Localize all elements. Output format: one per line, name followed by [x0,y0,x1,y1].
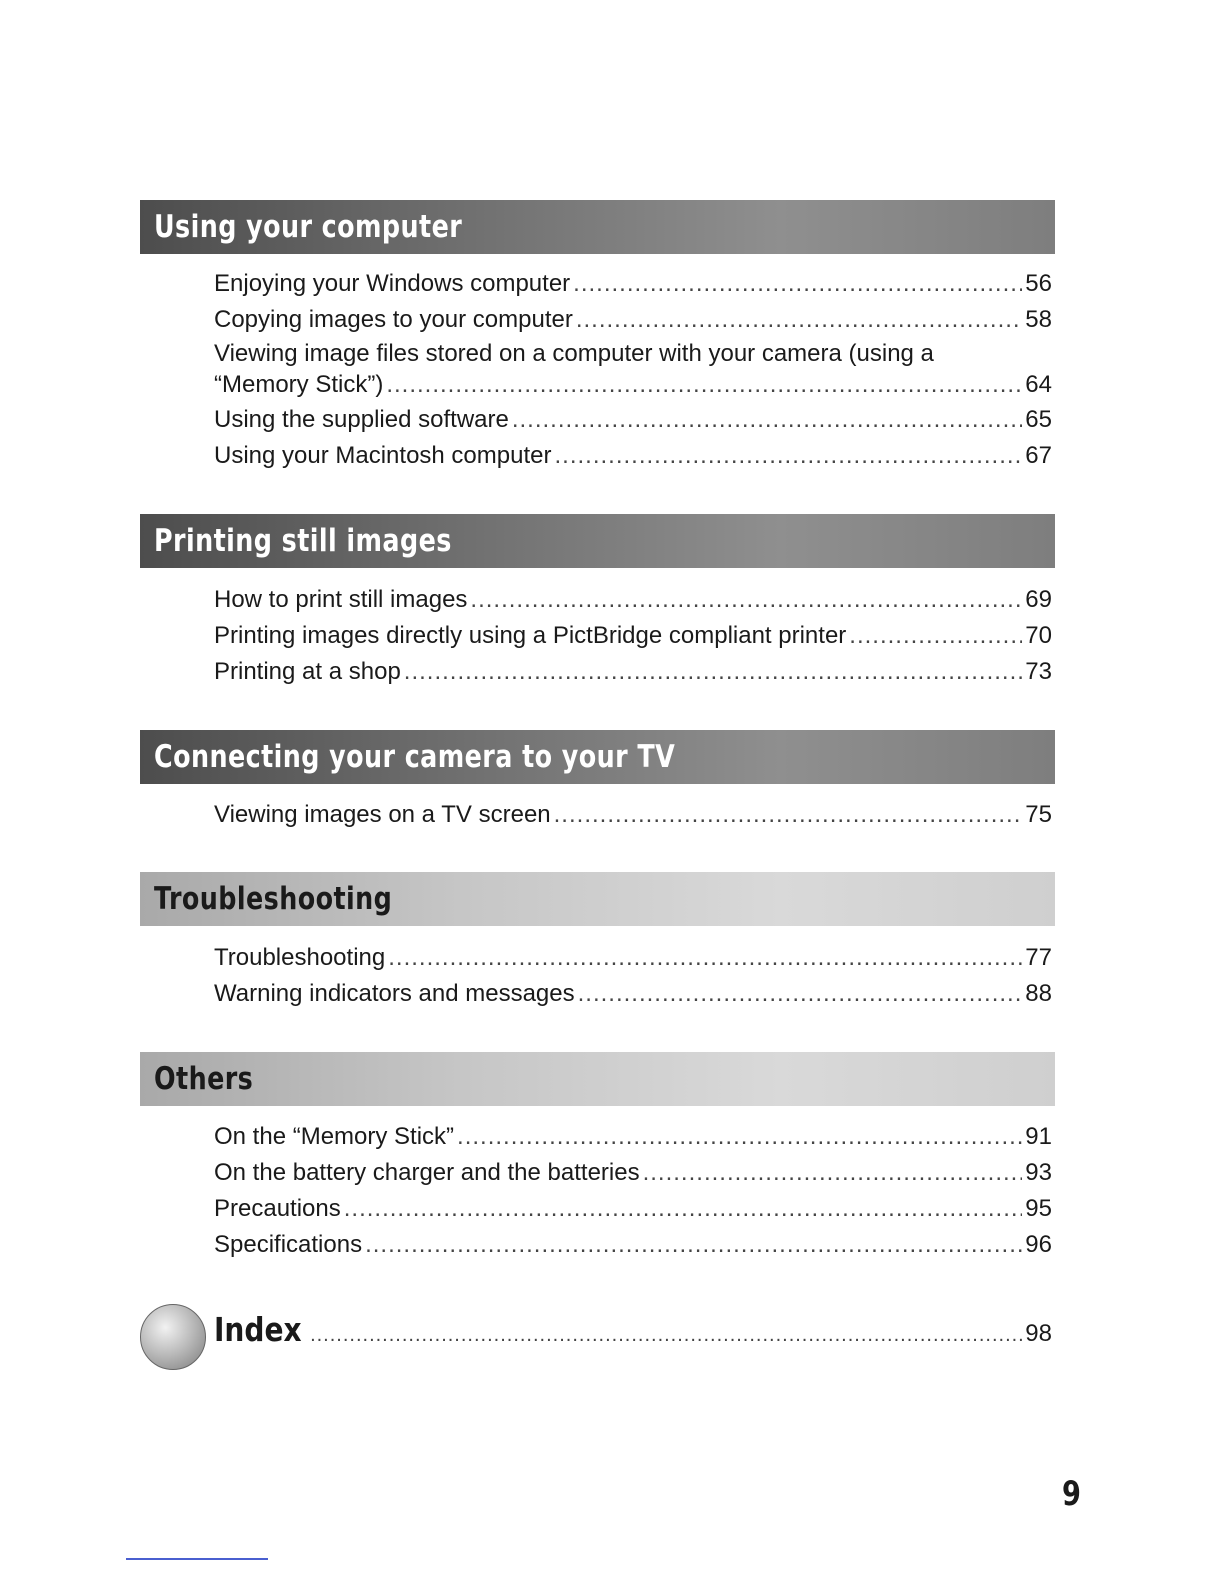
index-page: 98 [1025,1320,1052,1347]
toc-entry[interactable] [214,1227,1052,1263]
index-entry[interactable] [140,1296,1052,1376]
dot-leader [554,797,1023,833]
section-header-using-computer [140,200,1055,254]
dot-leader [643,1155,1023,1191]
dot-leader [457,1119,1022,1155]
toc-entry-label: Printing at a shop [214,658,401,685]
toc-entry-label: Using the supplied software [214,406,509,433]
section-header-others [140,1052,1055,1106]
dot-leader [310,1324,1022,1347]
toc-entry-label: Specifications [214,1231,363,1258]
toc-entry-label: Printing images directly using a PictBridge compliant printer [214,622,847,649]
section-header-printing [140,514,1055,568]
toc-list-connecting-tv [214,797,1052,833]
footer-rule [126,1558,268,1560]
dot-leader [578,976,1023,1012]
toc-entry-page: 56 [1025,270,1052,297]
dot-leader [470,582,1022,618]
toc-entry[interactable] [214,1155,1052,1191]
toc-entry-page: 96 [1025,1231,1052,1258]
toc-entry-page: 77 [1025,944,1052,971]
dot-leader [576,302,1022,338]
index-sphere-icon [140,1304,206,1370]
section-title: Troubleshooting [154,881,393,917]
dot-leader [365,1227,1022,1263]
toc-entry[interactable] [214,618,1052,654]
section-header-troubleshooting [140,872,1055,926]
toc-entry-page: 91 [1025,1123,1052,1150]
dot-leader [344,1191,1023,1227]
dot-leader [386,370,1022,400]
toc-entry[interactable] [214,338,1052,402]
toc-entry[interactable] [214,797,1052,833]
toc-entry-page: 67 [1025,442,1052,469]
toc-entry-label: On the “Memory Stick” [214,1123,455,1150]
toc-entry-page: 65 [1025,406,1052,433]
toc-list-others [214,1119,1052,1263]
section-title: Others [154,1061,254,1097]
section-title: Using your computer [154,209,463,245]
toc-entry-label: Warning indicators and messages [214,980,575,1007]
toc-list-printing [214,582,1052,690]
toc-entry-page: 58 [1025,306,1052,333]
toc-entry-label: How to print still images [214,586,468,613]
toc-entry-label: Copying images to your computer [214,306,573,333]
section-header-connecting-tv [140,730,1055,784]
dot-leader [512,402,1022,438]
toc-entry[interactable] [214,438,1052,474]
toc-entry[interactable] [214,402,1052,438]
toc-list-troubleshooting [214,940,1052,1012]
toc-entry[interactable] [214,302,1052,338]
dot-leader [404,654,1023,690]
toc-entry[interactable] [214,1191,1052,1227]
toc-entry-label-continued: “Memory Stick”) [214,371,384,398]
toc-entry-page: 64 [1025,371,1052,398]
dot-leader [388,940,1022,976]
toc-entry[interactable] [214,1119,1052,1155]
toc-entry-page: 69 [1025,586,1052,613]
toc-entry-page: 88 [1025,980,1052,1007]
toc-entry-label: Viewing images on a TV screen [214,801,551,828]
toc-entry-page: 95 [1025,1195,1052,1222]
toc-entry-page: 73 [1025,658,1052,685]
toc-entry-label: Troubleshooting [214,944,386,971]
toc-entry[interactable] [214,654,1052,690]
toc-entry-label: Precautions [214,1195,341,1222]
toc-entry-label: Using your Macintosh computer [214,442,552,469]
toc-entry-page: 70 [1025,622,1052,649]
index-label: Index [214,1310,302,1349]
dot-leader [849,618,1022,654]
toc-entry[interactable] [214,582,1052,618]
dot-leader [554,438,1022,474]
toc-entry[interactable] [214,266,1052,302]
section-title: Printing still images [154,523,452,559]
toc-entry-label: Enjoying your Windows computer [214,270,571,297]
toc-entry-page: 93 [1025,1159,1052,1186]
toc-entry-page: 75 [1025,801,1052,828]
toc-entry[interactable] [214,976,1052,1012]
section-title: Connecting your camera to your TV [154,739,676,775]
toc-entry-label: On the battery charger and the batteries [214,1159,640,1186]
toc-entry[interactable] [214,940,1052,976]
dot-leader [573,266,1022,302]
page-number: 9 [1062,1474,1081,1514]
toc-entry-label: Viewing image files stored on a computer with your camera (using a [214,340,934,367]
toc-list-using-computer [214,266,1052,474]
